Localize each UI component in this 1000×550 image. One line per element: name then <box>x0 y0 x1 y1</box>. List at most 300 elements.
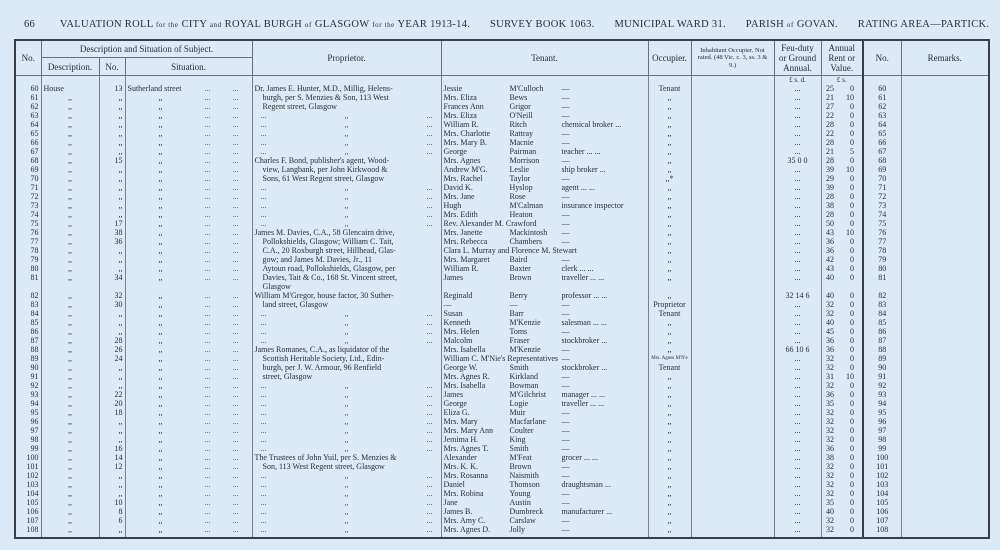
tenant-line <box>444 237 646 246</box>
situation-line <box>128 336 250 345</box>
tenant-first-name: Mrs. Agnes R. <box>443 372 490 381</box>
leader-dots: ... <box>232 129 239 138</box>
situation-text: ,, <box>158 399 163 408</box>
tenant-surname: Rose <box>509 192 526 201</box>
title-text: ROYAL BURGH <box>224 19 302 30</box>
tenant-line <box>444 489 646 498</box>
rent-pounds: 31 <box>826 372 834 381</box>
inhabitant-occupier <box>691 138 774 147</box>
tenant-surname: Baird <box>509 255 528 264</box>
situation-line <box>128 120 250 129</box>
situation-line <box>128 174 250 183</box>
tenant-surname: Morrison <box>509 156 540 165</box>
proprietor <box>252 417 441 426</box>
tenant <box>441 318 648 327</box>
row-number-right: 93 <box>863 390 901 399</box>
description: ,, <box>41 93 99 102</box>
tenant <box>441 507 648 516</box>
rent-shillings: 0 <box>850 417 854 426</box>
annual-rent <box>821 390 863 399</box>
tenant-line <box>444 192 646 201</box>
row-number: 70 <box>15 174 41 183</box>
table-row <box>15 462 989 471</box>
rent-pounds: 38 <box>826 201 834 210</box>
rent-value <box>824 444 861 453</box>
occupier: ,, <box>648 210 691 219</box>
row-number-right: 107 <box>863 516 901 525</box>
situation <box>125 453 252 462</box>
tenant-surname: Fraser <box>509 336 530 345</box>
leader-dots: ... <box>426 219 433 228</box>
proprietor-ditto <box>255 183 439 192</box>
situation <box>125 228 252 237</box>
annual-rent <box>821 237 863 246</box>
occupier: ,, <box>648 183 691 192</box>
tenant-line <box>444 102 646 111</box>
tenant-surname: Young <box>509 489 531 498</box>
ditto-mark: ,, <box>344 381 349 390</box>
leader-dots: ... <box>232 273 239 282</box>
inhabitant-occupier <box>691 345 774 354</box>
tenant <box>441 390 648 399</box>
rent-value <box>824 183 861 192</box>
proprietor <box>252 201 441 210</box>
ditto-mark: ,, <box>344 147 349 156</box>
row-number: 97 <box>15 426 41 435</box>
remarks <box>901 417 989 426</box>
row-number-right: 87 <box>863 336 901 345</box>
rent-pounds: 32 <box>826 408 834 417</box>
tenant-surname: Chambers <box>509 237 542 246</box>
rent-value <box>824 408 861 417</box>
proprietor-ditto <box>255 435 439 444</box>
feu-duty: ... <box>774 507 821 516</box>
row-number: 96 <box>15 417 41 426</box>
leader-dots: ... <box>260 444 267 453</box>
inhabitant-occupier <box>691 435 774 444</box>
rent-shillings: 0 <box>850 516 854 525</box>
leader-dots: ... <box>426 120 433 129</box>
feu-duty: ... <box>774 516 821 525</box>
row-number: 68 <box>15 156 41 165</box>
description: ,, <box>41 525 99 538</box>
proprietor <box>252 309 441 318</box>
title-text: VALUATION ROLL <box>59 19 154 30</box>
leader-dots: ... <box>232 255 239 264</box>
occupier: ,, <box>648 228 691 237</box>
tenant-surname: Smith <box>509 363 529 372</box>
situation <box>125 444 252 453</box>
situation-text: ,, <box>158 372 163 381</box>
feu-duty: ... <box>774 381 821 390</box>
feu-duty: ... <box>774 111 821 120</box>
municipal-ward: MUNICIPAL WARD 31. <box>614 19 726 30</box>
row-number-right: 61 <box>863 93 901 102</box>
table-row <box>15 435 989 444</box>
street-number: ,, <box>99 183 125 192</box>
tenant-first-name: Malcolm <box>443 336 473 345</box>
leader-dots: ... <box>204 507 211 516</box>
table-row <box>15 300 989 309</box>
leader-dots: ... <box>204 264 211 273</box>
proprietor <box>252 210 441 219</box>
rent-value <box>824 147 861 156</box>
situation-text: ,, <box>158 435 163 444</box>
tenant-first-name: James <box>443 273 464 282</box>
table-row <box>15 147 989 156</box>
leader-dots: ... <box>260 516 267 525</box>
situation <box>125 327 252 336</box>
leader-dots: ... <box>232 84 239 93</box>
proprietor: burgh, per J. W. Armour, 96 Renfield <box>252 363 441 372</box>
proprietor <box>252 390 441 399</box>
row-number: 77 <box>15 237 41 246</box>
leader-dots: ... <box>204 318 211 327</box>
rent-pounds: 40 <box>826 273 834 282</box>
tenant-line <box>444 246 646 255</box>
ditto-mark: ,, <box>344 507 349 516</box>
rent-pounds: 36 <box>826 237 834 246</box>
situation-text: ,, <box>158 336 163 345</box>
tenant-surname: Kirkland <box>509 372 538 381</box>
inhabitant-occupier <box>691 219 774 228</box>
proprietor-ditto <box>255 417 439 426</box>
occupier: Tenant <box>648 309 691 318</box>
occupier <box>648 282 691 291</box>
tenant <box>441 345 648 354</box>
row-number-right: 77 <box>863 237 901 246</box>
inhabitant-occupier <box>691 300 774 309</box>
street-number: 16 <box>99 444 125 453</box>
inhabitant-occupier <box>691 246 774 255</box>
rent-shillings: 10 <box>846 165 854 174</box>
remarks <box>901 390 989 399</box>
row-number-right: 104 <box>863 489 901 498</box>
occupier: ,, <box>648 129 691 138</box>
situation-line <box>128 354 250 363</box>
tenant-surname: M'Kenzie <box>509 345 541 354</box>
situation <box>125 426 252 435</box>
leader-dots: ... <box>260 426 267 435</box>
tenant-occupation: — <box>561 93 570 102</box>
annual-rent <box>821 282 863 291</box>
feu-duty: ... <box>774 309 821 318</box>
proprietor: land street, Glasgow <box>252 300 441 309</box>
tenant-occupation: traveller ... ... <box>561 399 605 408</box>
situation-text: ,, <box>158 246 163 255</box>
leader-dots: ... <box>204 183 211 192</box>
tenant-occupation: — <box>561 210 570 219</box>
remarks <box>901 84 989 93</box>
leader-dots: ... <box>260 408 267 417</box>
table-row <box>15 201 989 210</box>
leader-dots: ... <box>426 336 433 345</box>
situation <box>125 102 252 111</box>
tenant-first-name: James <box>443 390 464 399</box>
street-number: 14 <box>99 453 125 462</box>
situation-text: ,, <box>158 471 163 480</box>
situation-line <box>128 372 250 381</box>
survey-book: SURVEY BOOK 1063. <box>490 19 595 30</box>
inhabitant-occupier <box>691 471 774 480</box>
leader-dots: ... <box>204 363 211 372</box>
tenant-first-name: Mrs. Charlotte <box>443 129 491 138</box>
leader-dots: ... <box>260 138 267 147</box>
leader-dots: ... <box>232 516 239 525</box>
remarks <box>901 372 989 381</box>
proprietor <box>252 525 441 538</box>
street-number: 10 <box>99 498 125 507</box>
situation <box>125 156 252 165</box>
ditto-mark: ,, <box>344 444 349 453</box>
street-number: 32 <box>99 291 125 300</box>
row-number: 94 <box>15 399 41 408</box>
rent-value <box>824 219 861 228</box>
rent-value <box>824 309 861 318</box>
row-number: 92 <box>15 381 41 390</box>
tenant-surname: Jolly <box>509 525 526 534</box>
remarks <box>901 354 989 363</box>
tenant-occupation: grocer ... ... <box>561 453 598 462</box>
row-number: 108 <box>15 525 41 538</box>
page-title <box>24 19 989 30</box>
situation-text: ,, <box>158 183 163 192</box>
situation <box>125 120 252 129</box>
rent-shillings: 0 <box>850 201 854 210</box>
annual-rent <box>821 174 863 183</box>
tenant-first-name: Mrs. Isabella <box>443 345 486 354</box>
row-number: 69 <box>15 165 41 174</box>
tenant-occupation: chemical broker ... <box>561 120 622 129</box>
proprietor-ditto <box>255 192 439 201</box>
leader-dots: ... <box>232 426 239 435</box>
ditto-mark: ,, <box>344 516 349 525</box>
street-number: ,, <box>99 471 125 480</box>
tenant <box>441 147 648 156</box>
rent-pounds: 38 <box>826 453 834 462</box>
rent-pounds: 40 <box>826 507 834 516</box>
tenant-occupation: stockbroker ... <box>561 363 608 372</box>
tenant-surname: Naismith <box>509 471 539 480</box>
proprietor <box>252 120 441 129</box>
annual-rent <box>821 498 863 507</box>
ditto-mark: ,, <box>344 435 349 444</box>
annual-rent <box>821 453 863 462</box>
tenant-first-name: George <box>443 399 467 408</box>
row-number-right: 88 <box>863 345 901 354</box>
table-row <box>15 417 989 426</box>
situation <box>125 264 252 273</box>
tenant <box>441 381 648 390</box>
tenant <box>441 426 648 435</box>
leader-dots: ... <box>426 516 433 525</box>
rent-pounds: 35 <box>826 498 834 507</box>
situation-line <box>128 273 250 282</box>
tenant-occupation: — <box>561 516 570 525</box>
leader-dots: ... <box>260 417 267 426</box>
annual-rent <box>821 246 863 255</box>
inhabitant-occupier <box>691 363 774 372</box>
rent-shillings: 0 <box>850 453 854 462</box>
situation-line <box>128 417 250 426</box>
situation-line <box>128 471 250 480</box>
tenant-first-name: Clara L. Murray and Florence M. Stewart <box>443 246 577 255</box>
remarks <box>901 192 989 201</box>
table-row <box>15 165 989 174</box>
situation-line <box>128 300 250 309</box>
proprietor: Scottish Heritable Society, Ltd., Edin- <box>252 354 441 363</box>
inhabitant-occupier <box>691 480 774 489</box>
rent-pounds: 50 <box>826 219 834 228</box>
feu-duty: ... <box>774 93 821 102</box>
proprietor-ditto <box>255 480 439 489</box>
tenant <box>441 399 648 408</box>
leader-dots: ... <box>426 444 433 453</box>
table-row <box>15 291 989 300</box>
annual-rent <box>821 363 863 372</box>
description: ,, <box>41 363 99 372</box>
proprietor-ditto <box>255 489 439 498</box>
row-number: 107 <box>15 516 41 525</box>
rent-shillings: 0 <box>850 273 854 282</box>
situation-line <box>128 498 250 507</box>
tenant-first-name: George W. <box>443 363 478 372</box>
leader-dots: ... <box>232 381 239 390</box>
situation <box>125 408 252 417</box>
annual-rent <box>821 147 863 156</box>
rent-shillings: 0 <box>850 426 854 435</box>
situation <box>125 363 252 372</box>
tenant-surname: Bowman <box>509 381 539 390</box>
rent-shillings: 0 <box>850 309 854 318</box>
occupier: ,, <box>648 201 691 210</box>
annual-rent <box>821 444 863 453</box>
situation-line <box>128 525 250 534</box>
leader-dots: ... <box>204 300 211 309</box>
rent-pounds: 21 <box>826 147 834 156</box>
rent-shillings: 0 <box>850 471 854 480</box>
feu-duty: ... <box>774 453 821 462</box>
proprietor: James M. Davies, C.A., 58 Glencairn drive, <box>252 228 441 237</box>
tenant <box>441 120 648 129</box>
annual-rent <box>821 183 863 192</box>
occupier: ,, <box>648 408 691 417</box>
inhabitant-occupier <box>691 444 774 453</box>
remarks <box>901 471 989 480</box>
leader-dots: ... <box>232 363 239 372</box>
row-number-right: 99 <box>863 444 901 453</box>
description: ,, <box>41 399 99 408</box>
tenant-line <box>444 435 646 444</box>
tenant-occupation: manufacturer ... <box>561 507 613 516</box>
remarks <box>901 408 989 417</box>
rent-value <box>824 453 861 462</box>
tenant-line <box>444 363 646 372</box>
header-situation: Situation. <box>125 58 252 76</box>
proprietor <box>252 399 441 408</box>
street-number: 17 <box>99 219 125 228</box>
proprietor-ditto <box>255 327 439 336</box>
row-number: 93 <box>15 390 41 399</box>
leader-dots: ... <box>426 498 433 507</box>
tenant-surname: Carslaw <box>509 516 536 525</box>
row-number: 100 <box>15 453 41 462</box>
tenant <box>441 372 648 381</box>
tenant-line <box>444 336 646 345</box>
feu-duty: 35 0 0 <box>774 156 821 165</box>
leader-dots: ... <box>232 399 239 408</box>
description: ,, <box>41 201 99 210</box>
tenant-line <box>444 408 646 417</box>
feu-duty: ... <box>774 480 821 489</box>
situation-line <box>128 147 250 156</box>
ditto-mark: ,, <box>344 318 349 327</box>
street-number: 30 <box>99 300 125 309</box>
occupier: ,,* <box>648 174 691 183</box>
situation-text: ,, <box>158 138 163 147</box>
description: ,, <box>41 489 99 498</box>
situation <box>125 489 252 498</box>
leader-dots: ... <box>232 498 239 507</box>
inhabitant-occupier <box>691 426 774 435</box>
situation <box>125 417 252 426</box>
remarks <box>901 318 989 327</box>
feu-duty: ... <box>774 489 821 498</box>
situation-line <box>128 246 250 255</box>
row-number: 62 <box>15 102 41 111</box>
feu-duty: ... <box>774 426 821 435</box>
situation-line <box>128 390 250 399</box>
tenant-occupation: stockbroker ... <box>561 336 608 345</box>
tenant <box>441 354 648 363</box>
header-no: No. <box>15 40 41 76</box>
row-number: 73 <box>15 201 41 210</box>
annual-rent <box>821 345 863 354</box>
street-number: ,, <box>99 489 125 498</box>
rent-shillings: 0 <box>850 318 854 327</box>
rent-shillings: 0 <box>850 408 854 417</box>
row-number-right: 90 <box>863 363 901 372</box>
street-number: 24 <box>99 354 125 363</box>
rent-value <box>824 390 861 399</box>
ditto-mark: ,, <box>344 129 349 138</box>
remarks <box>901 453 989 462</box>
rent-value <box>824 372 861 381</box>
proprietor-ditto <box>255 498 439 507</box>
description: ,, <box>41 120 99 129</box>
street-number: ,, <box>99 363 125 372</box>
situation-text: ,, <box>158 525 163 534</box>
leader-dots: ... <box>426 507 433 516</box>
leader-dots: ... <box>232 120 239 129</box>
tenant-line <box>444 174 646 183</box>
rent-value <box>824 480 861 489</box>
description: ,, <box>41 444 99 453</box>
situation-text: ,, <box>158 363 163 372</box>
proprietor <box>252 318 441 327</box>
tenant-occupation: — <box>561 345 570 354</box>
occupier: ,, <box>648 372 691 381</box>
tenant-line <box>444 264 646 273</box>
situation-text: ,, <box>158 192 163 201</box>
situation-text: ,, <box>158 255 163 264</box>
rent-pounds: 32 <box>826 471 834 480</box>
inhabitant-occupier <box>691 174 774 183</box>
tenant <box>441 174 648 183</box>
tenant <box>441 219 648 228</box>
leader-dots: ... <box>260 129 267 138</box>
annual-rent <box>821 309 863 318</box>
